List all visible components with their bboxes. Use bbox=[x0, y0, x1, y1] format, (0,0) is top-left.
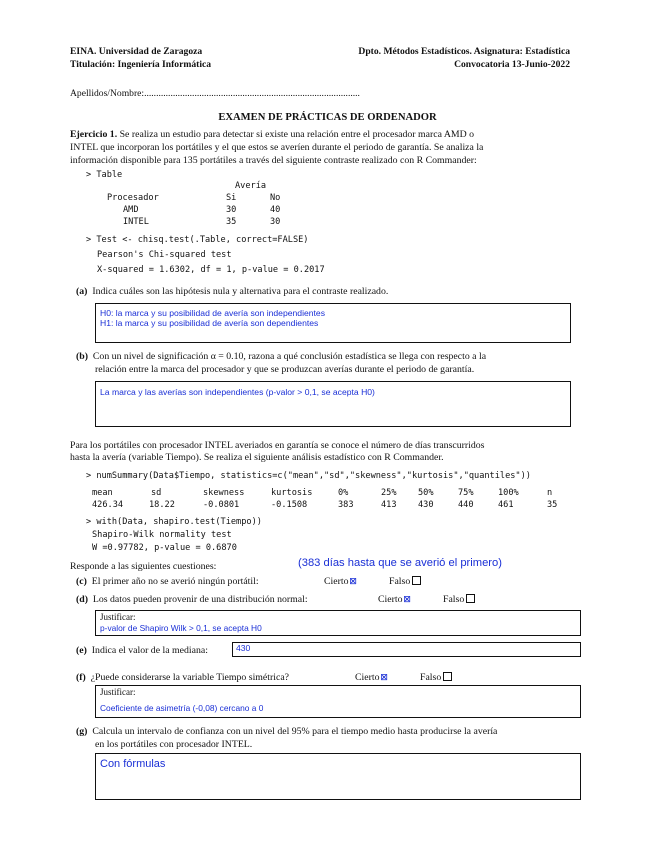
intel-intro-1: Para los portátiles con procesador INTEL averiados en garantía se conoce el número de días transcurridos bbox=[70, 440, 485, 451]
note-383: (383 días hasta que se averió el primero) bbox=[298, 557, 502, 569]
qb-answer-box[interactable] bbox=[95, 381, 571, 427]
summary-h-sd: sd bbox=[151, 488, 162, 498]
qb-label: (b) bbox=[76, 351, 88, 362]
qf-answer: Coeficiente de asimetría (-0,08) cercano a 0 bbox=[100, 703, 264, 713]
summary-h-n: n bbox=[547, 488, 553, 498]
summary-v-kurtosis: -0.1508 bbox=[271, 500, 308, 510]
qa-answer-2: H1: la marca y su posibilidad de avería son dependientes bbox=[100, 318, 319, 328]
qf-justify-box[interactable] bbox=[95, 685, 581, 718]
header-left-1: EINA. Universidad de Zaragoza bbox=[70, 46, 203, 57]
exercise-text-3: información disponible para 135 portátiles a través del siguiente contraste realizado con R Commander: bbox=[70, 155, 477, 166]
r-table-cmd: > Table bbox=[86, 170, 123, 180]
summary-v-q100: 461 bbox=[498, 500, 514, 510]
header-right-2: Convocatoria 13-Junio-2022 bbox=[454, 59, 570, 70]
qc-falso-checkbox[interactable] bbox=[412, 576, 421, 585]
summary-v-q0: 383 bbox=[338, 500, 354, 510]
qd-cierto: Cierto bbox=[378, 594, 403, 605]
qd-falso: Falso bbox=[443, 594, 465, 605]
name-line: Apellidos/Nombre:.......................................................................................... bbox=[70, 88, 360, 99]
exam-title: EXAMEN DE PRÁCTICAS DE ORDENADOR bbox=[218, 112, 437, 123]
summary-h-kurtosis: kurtosis bbox=[271, 488, 313, 498]
qg-text-2: en los portátiles con procesador INTEL. bbox=[95, 739, 253, 750]
table-row-head-no: No bbox=[270, 193, 281, 203]
qd-falso-checkbox[interactable] bbox=[466, 594, 475, 603]
qc-falso: Falso bbox=[389, 576, 411, 587]
qf-label: (f) bbox=[76, 672, 86, 683]
table-amd-label: AMD bbox=[123, 205, 139, 215]
exercise-text-1: Se realiza un estudio para detectar si existe una relación entre el procesador marca AMD o bbox=[119, 129, 475, 140]
summary-v-q75: 440 bbox=[458, 500, 474, 510]
shapiro-title: Shapiro-Wilk normality test bbox=[92, 530, 232, 540]
table-amd-si: 30 bbox=[226, 205, 237, 215]
qc-cierto: Cierto bbox=[324, 576, 349, 587]
qa-label: (a) bbox=[76, 286, 88, 297]
table-row-head-si: Si bbox=[226, 193, 237, 203]
r-result: X-squared = 1.6302, df = 1, p-value = 0.2017 bbox=[97, 265, 325, 275]
table-intel-si: 35 bbox=[226, 217, 237, 227]
qe-answer-box[interactable] bbox=[232, 642, 581, 657]
summary-v-mean: 426.34 bbox=[92, 500, 124, 510]
table-intel-label: INTEL bbox=[123, 217, 149, 227]
summary-v-q50: 430 bbox=[418, 500, 434, 510]
summary-v-skewness: -0.0801 bbox=[203, 500, 240, 510]
r-test-cmd: > Test <- chisq.test(.Table, correct=FALSE) bbox=[86, 235, 309, 245]
qb-answer: La marca y las averías son independientes (p-valor > 0,1, se acepta H0) bbox=[100, 387, 375, 397]
summary-h-q75: 75% bbox=[458, 488, 474, 498]
qd-text: Los datos pueden provenir de una distribución normal: bbox=[92, 594, 308, 605]
table-intel-no: 30 bbox=[270, 217, 281, 227]
qc-cierto-checkbox[interactable]: ☒ bbox=[349, 577, 357, 586]
summary-h-q0: 0% bbox=[338, 488, 349, 498]
qa-answer-box[interactable] bbox=[95, 303, 571, 343]
qa-answer-1: H0: la marca y su posibilidad de avería son independientes bbox=[100, 308, 326, 318]
qg-label: (g) bbox=[76, 726, 88, 737]
qg-answer-box[interactable] bbox=[95, 753, 581, 800]
summary-h-mean: mean bbox=[92, 488, 113, 498]
shapiro-cmd: > with(Data, shapiro.test(Tiempo)) bbox=[86, 517, 262, 527]
table-amd-no: 40 bbox=[270, 205, 281, 215]
table-row-head-proc: Procesador bbox=[107, 193, 159, 203]
summary-v-q25: 413 bbox=[381, 500, 397, 510]
qb-text-2: relación entre la marca del procesador y que se produzcan averías durante el periodo de garantía. bbox=[95, 364, 475, 375]
qf-falso-checkbox[interactable] bbox=[443, 672, 452, 681]
exercise-text-2: INTEL que incorporan los portátiles y el que estos se averíen durante el periodo de garantía. Se analiza la bbox=[70, 142, 484, 153]
responde: Responde a las siguientes cuestiones: bbox=[70, 561, 217, 572]
qf-cierto-checkbox[interactable]: ☒ bbox=[380, 673, 388, 682]
header-right-1: Dpto. Métodos Estadísticos. Asignatura: Estadística bbox=[358, 46, 570, 57]
exercise-label: Ejercicio 1. bbox=[70, 129, 118, 140]
qa-text: Indica cuáles son las hipótesis nula y alternativa para el contraste realizado. bbox=[92, 286, 389, 297]
qg-text-1: Calcula un intervalo de confianza con un nivel del 95% para el tiempo medio hasta producirse la avería bbox=[92, 726, 498, 737]
shapiro-result: W =0.97782, p-value = 0.6870 bbox=[92, 543, 237, 553]
qf-justificar: Justificar: bbox=[100, 687, 136, 697]
summary-v-n: 35 bbox=[547, 500, 558, 510]
qd-cierto-checkbox[interactable]: ☒ bbox=[403, 595, 411, 604]
header-left-2: Titulación: Ingeniería Informática bbox=[70, 59, 212, 70]
intel-intro-2: hasta la avería (variable Tiempo). Se realiza el siguiente análisis estadístico con R Commander. bbox=[70, 452, 444, 463]
summary-h-skewness: skewness bbox=[203, 488, 245, 498]
qe-text: Indica el valor de la mediana: bbox=[91, 645, 208, 656]
qc-text: El primer año no se averió ningún portátil: bbox=[91, 576, 259, 587]
qf-cierto: Cierto bbox=[355, 672, 380, 683]
qf-text: ¿Puede considerarse la variable Tiempo simétrica? bbox=[90, 672, 290, 683]
qd-answer: p-valor de Shapiro Wilk > 0,1, se acepta H0 bbox=[100, 623, 262, 633]
qg-answer: Con fórmulas bbox=[100, 758, 166, 770]
table-averia-header: Avería bbox=[235, 181, 267, 191]
summary-v-sd: 18.22 bbox=[149, 500, 175, 510]
summary-h-q25: 25% bbox=[381, 488, 397, 498]
r-pearson: Pearson's Chi-squared test bbox=[97, 250, 232, 260]
qd-justify-box[interactable] bbox=[95, 610, 581, 636]
qe-label: (e) bbox=[76, 645, 87, 656]
summary-h-q100: 100% bbox=[498, 488, 519, 498]
summary-h-q50: 50% bbox=[418, 488, 434, 498]
qf-falso: Falso bbox=[420, 672, 442, 683]
qc-label: (c) bbox=[76, 576, 87, 587]
qb-text-1: Con un nivel de significación α = 0.10, razona a qué conclusión estadística se llega con respecto a la bbox=[92, 351, 487, 362]
qd-justificar: Justificar: bbox=[100, 612, 136, 622]
summary-cmd: > numSummary(Data$Tiempo, statistics=c("mean","sd","skewness","kurtosis","quantiles")) bbox=[86, 471, 531, 481]
qe-answer: 430 bbox=[236, 643, 251, 653]
qd-label: (d) bbox=[76, 594, 88, 605]
